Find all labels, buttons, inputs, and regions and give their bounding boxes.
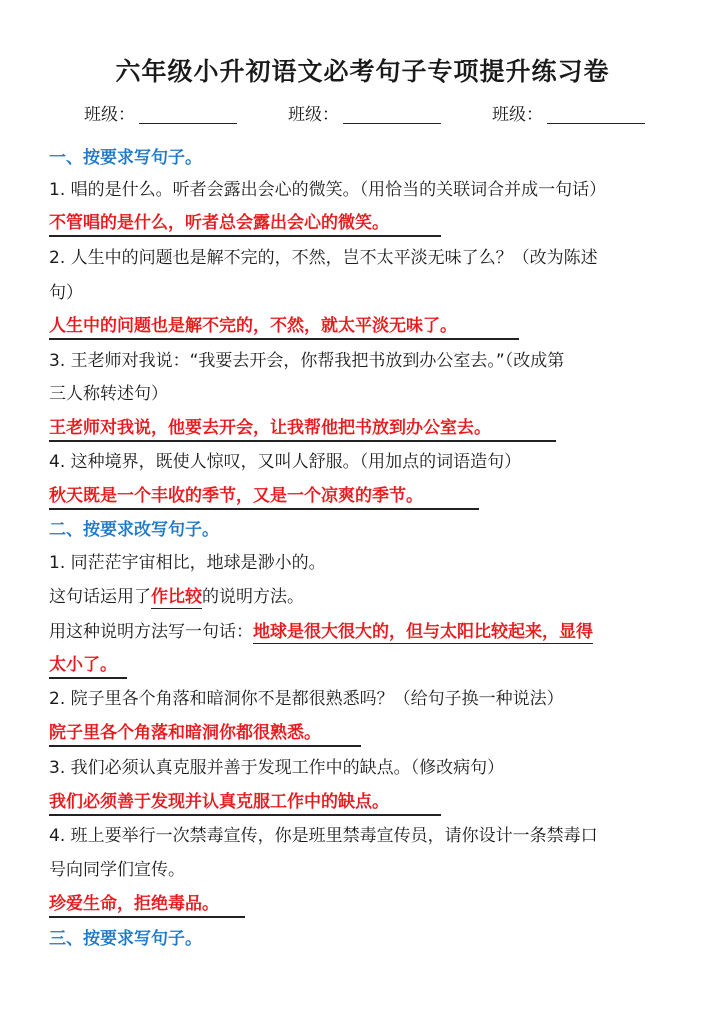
answer-3-underline: [49, 440, 556, 442]
rewrite-1-answer-sentence: 地球是很大很大的，但与太阳比较起来，显得: [253, 622, 593, 642]
answer-3: 王老师对我说，他要去开会，让我帮他把书放到办公室去。: [49, 418, 491, 438]
rewrite-2: 2. 院子里各个角落和暗洞你不是都很熟悉吗？（给句子换一种说法）: [49, 689, 564, 709]
answer-4: 秋天既是一个丰收的季节，又是一个凉爽的季节。: [49, 486, 423, 506]
rewrite-1-answer-method: 作比较: [151, 587, 202, 607]
rewrite-1-answer-continued: 太小了。: [49, 655, 117, 675]
answer-1: 不管唱的是什么，听者总会露出会心的微笑。: [49, 213, 389, 233]
rewrite-4-line-2: 号向同学们宣传。: [49, 860, 185, 880]
section-1-heading: 一、按要求写句子。: [49, 148, 202, 168]
answer-1-underline: [49, 235, 441, 237]
rewrite-1-line-2: [49, 585, 685, 609]
answer-4-underline: [49, 508, 479, 510]
rewrite-2-underline: [49, 745, 361, 747]
page-title: 六年级小升初语文必考句子专项提升练习卷: [115, 57, 610, 86]
rewrite-3-underline: [49, 814, 441, 816]
rewrite-1-line-3: [49, 620, 685, 644]
class-blank-1[interactable]: [139, 105, 237, 124]
class-blank-2[interactable]: [343, 105, 441, 124]
rewrite-1: 1. 同茫茫宇宙相比，地球是渺小的。: [49, 553, 326, 573]
rewrite-3: 3. 我们必须认真克服并善于发现工作中的缺点。（修改病句）: [49, 758, 505, 778]
question-2-line-2: 句）: [49, 283, 83, 303]
class-field-2: [288, 100, 441, 125]
question-2-line-1: 2. 人生中的问题也是解不完的，不然，岂不太平淡无味了么？（改为陈述: [49, 248, 598, 268]
class-label-2: 班级：: [288, 105, 339, 125]
answer-2-underline: [49, 338, 519, 340]
info-row: [0, 100, 725, 128]
rewrite-1-suffix: 的说明方法。: [202, 587, 304, 607]
question-4: 4. 这种境界，既使人惊叹，又叫人舒服。（用加点的词语造句）: [49, 452, 522, 472]
rewrite-1-answer-underline: [49, 677, 127, 679]
rewrite-1-prefix: 这句话运用了: [49, 587, 151, 607]
class-blank-3[interactable]: [547, 105, 645, 124]
rewrite-4-underline: [49, 916, 245, 918]
class-field-3: [492, 100, 645, 125]
question-3-line-2: 三人称转述句）: [49, 384, 168, 404]
question-3-line-1: 3. 王老师对我说：“我要去开会，你帮我把书放到办公室去。”（改成第: [49, 351, 565, 371]
class-label-3: 班级：: [492, 105, 543, 125]
rewrite-2-answer: 院子里各个角落和暗洞你都很熟悉。: [49, 723, 321, 743]
class-field-1: [84, 100, 237, 125]
section-3-heading: 三、按要求写句子。: [49, 929, 202, 949]
class-label-1: 班级：: [84, 105, 135, 125]
rewrite-4-answer: 珍爱生命，拒绝毒品。: [49, 894, 219, 914]
rewrite-3-answer: 我们必须善于发现并认真克服工作中的缺点。: [49, 792, 389, 812]
question-1: 1. 唱的是什么。听者会露出会心的微笑。（用恰当的关联词合并成一句话）: [49, 180, 607, 200]
rewrite-1-prompt: 用这种说明方法写一句话：: [49, 622, 253, 642]
answer-2: 人生中的问题也是解不完的，不然，就太平淡无味了。: [49, 316, 457, 336]
rewrite-4-line-1: 4. 班上要举行一次禁毒宣传，你是班里禁毒宣传员，请你设计一条禁毒口: [49, 826, 598, 846]
section-2-heading: 二、按要求改写句子。: [49, 520, 219, 540]
